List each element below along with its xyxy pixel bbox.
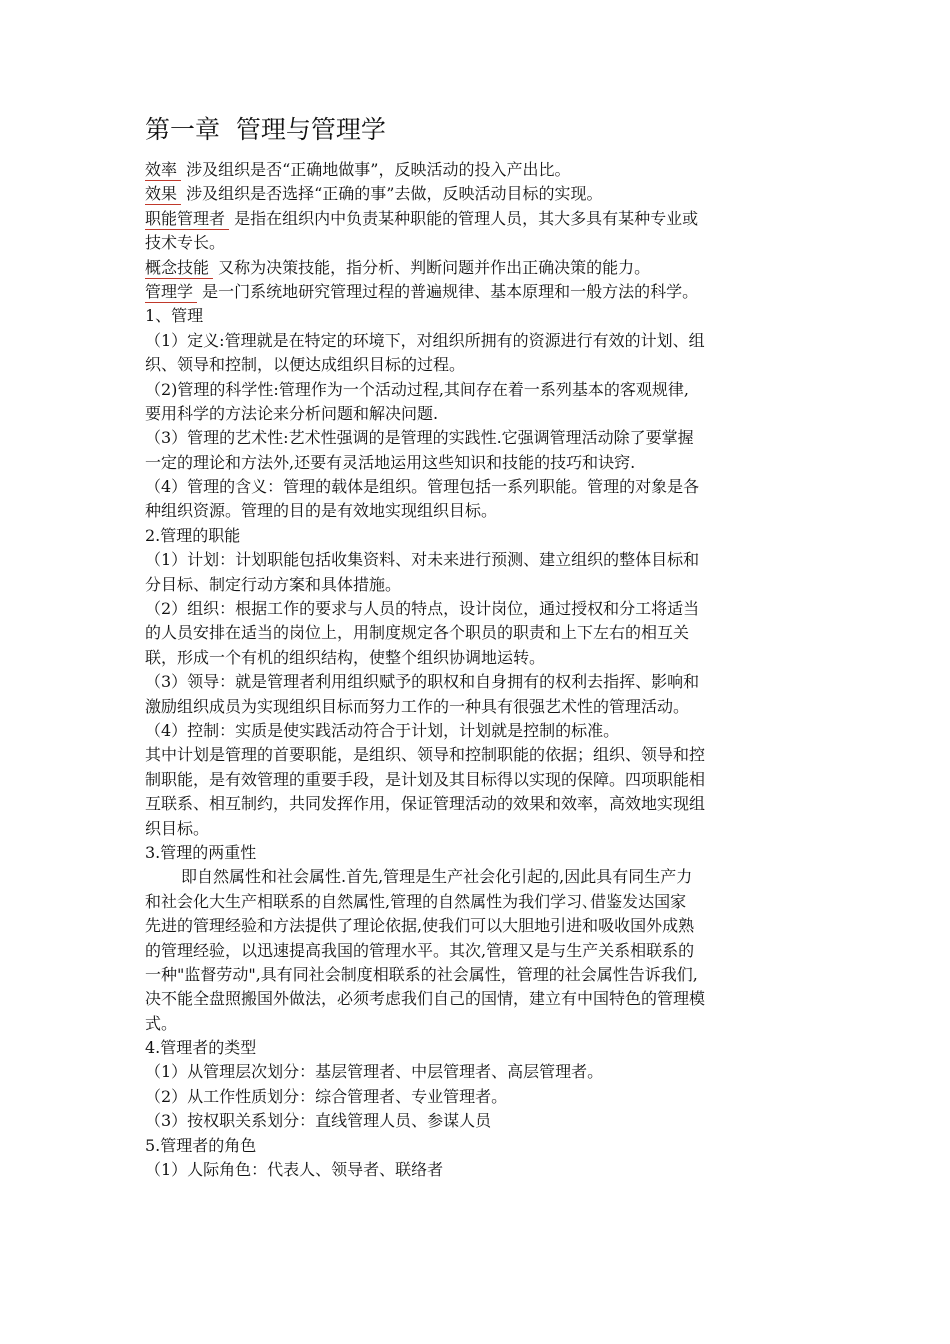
term-label: 管理学 bbox=[145, 282, 197, 303]
definition-text: 是指在组织内中负责某种职能的管理人员，其大多具有某种专业或 bbox=[229, 208, 699, 228]
text-line: 即自然属性和社会属性.首先,管理是生产社会化引起的,因此具有同生产力 bbox=[181, 867, 693, 887]
text-line: 种组织资源。管理的目的是有效地实现组织目标。 bbox=[145, 501, 498, 521]
definition-text: 是一门系统地研究管理过程的普遍规律、基本原理和一般方法的科学。 bbox=[197, 281, 699, 301]
text-line: 激励组织成员为实现组织目标而努力工作的一种具有很强艺术性的管理活动。 bbox=[145, 696, 690, 716]
section-heading-manager-types: 4.管理者的类型 bbox=[145, 1038, 257, 1058]
text-line: （1）人际角色：代表人、领导者、联络者 bbox=[145, 1160, 444, 1180]
term-label: 职能管理者 bbox=[145, 209, 229, 230]
text-line: （3）领导：就是管理者利用组织赋予的职权和自身拥有的权利去指挥、影响和 bbox=[145, 672, 700, 692]
text-line: 制职能，是有效管理的重要手段，是计划及其目标得以实现的保障。四项职能相 bbox=[145, 769, 706, 789]
text-line: （4）管理的含义：管理的载体是组织。管理包括一系列职能。管理的对象是各 bbox=[145, 477, 700, 497]
definition-management-science bbox=[145, 280, 813, 304]
text-line: （1）定义:管理就是在特定的环境下，对组织所拥有的资源进行有效的计划、组 bbox=[145, 330, 705, 350]
definition-text: 涉及组织是否选择“正确的事”去做，反映活动目标的实现。 bbox=[181, 184, 603, 204]
section-heading-manager-roles: 5.管理者的角色 bbox=[145, 1135, 257, 1155]
text-line: 联，形成一个有机的组织结构，使整个组织协调地运转。 bbox=[145, 647, 546, 667]
text-line: 织目标。 bbox=[145, 818, 210, 838]
text-line: 要用科学的方法论来分析问题和解决问题. bbox=[145, 403, 439, 423]
text-line: 一种"监督劳动",具有同社会制度相联系的社会属性，管理的社会属性告诉我们, bbox=[145, 964, 698, 984]
definition-text: 涉及组织是否“正确地做事”，反映活动的投入产出比。 bbox=[181, 160, 571, 179]
definition-functional-manager bbox=[145, 207, 813, 231]
term-label: 效率 bbox=[145, 160, 181, 181]
term-label: 效果 bbox=[145, 184, 181, 205]
text-line: 式。 bbox=[145, 1013, 178, 1033]
text-line: 先进的管理经验和方法提供了理论依据,使我们可以大胆地引进和吸收国外成熟 bbox=[145, 916, 695, 936]
text-line: 织、领导和控制，以便达成组织目标的过程。 bbox=[145, 355, 466, 375]
section-heading-duality: 3.管理的两重性 bbox=[145, 842, 257, 862]
text-line: （3）按权职关系划分：直线管理人员、参谋人员 bbox=[145, 1111, 492, 1131]
text-line: 其中计划是管理的首要职能，是组织、领导和控制职能的依据；组织、领导和控 bbox=[145, 745, 706, 765]
text-line: （1）计划：计划职能包括收集资料、对未来进行预测、建立组织的整体目标和 bbox=[145, 550, 700, 570]
text-line: 分目标、制定行动方案和具体措施。 bbox=[145, 574, 402, 594]
document-body bbox=[145, 158, 813, 1182]
text-line: （4）控制：实质是使实践活动符合于计划，计划就是控制的标准。 bbox=[145, 720, 620, 740]
definition-text: 又称为决策技能，指分析、判断问题并作出正确决策的能力。 bbox=[213, 257, 651, 277]
definition-effectiveness bbox=[145, 182, 813, 206]
chapter-title: 第一章 管理与管理学 bbox=[145, 115, 386, 144]
section-heading-management: 1、管理 bbox=[145, 306, 204, 326]
text-line: （3）管理的艺术性:艺术性强调的是管理的实践性.它强调管理活动除了要掌握 bbox=[145, 428, 694, 448]
definition-conceptual-skill bbox=[145, 256, 813, 280]
text-line: （2）组织：根据工作的要求与人员的特点，设计岗位，通过授权和分工将适当 bbox=[145, 599, 700, 619]
text-line: 一定的理论和方法外,还要有灵活地运用这些知识和技能的技巧和诀窍. bbox=[145, 452, 636, 472]
text-line: 的人员安排在适当的岗位上，用制度规定各个职员的职责和上下左右的相互关 bbox=[145, 623, 690, 643]
text-line: 的管理经验，以迅速提高我国的管理水平。其次,管理又是与生产关系相联系的 bbox=[145, 940, 695, 960]
term-label: 概念技能 bbox=[145, 258, 213, 279]
section-heading-functions: 2.管理的职能 bbox=[145, 525, 241, 545]
text-line: 互联系、相互制约，共同发挥作用，保证管理活动的效果和效率，高效地实现组 bbox=[145, 794, 706, 814]
text-line: 决不能全盘照搬国外做法，必须考虑我们自己的国情，建立有中国特色的管理模 bbox=[145, 989, 706, 1009]
text-line: 和社会化大生产相联系的自然属性,管理的自然属性为我们学习､借鉴发达国家 bbox=[145, 891, 687, 911]
text-line: （1）从管理层次划分：基层管理者、中层管理者、高层管理者。 bbox=[145, 1062, 604, 1082]
definition-efficiency bbox=[145, 158, 813, 182]
text-line: （2）从工作性质划分：综合管理者、专业管理者。 bbox=[145, 1086, 508, 1106]
definition-text-continued: 技术专长。 bbox=[145, 233, 226, 253]
text-line: （2)管理的科学性:管理作为一个活动过程,其间存在着一系列基本的客观规律, bbox=[145, 379, 689, 399]
